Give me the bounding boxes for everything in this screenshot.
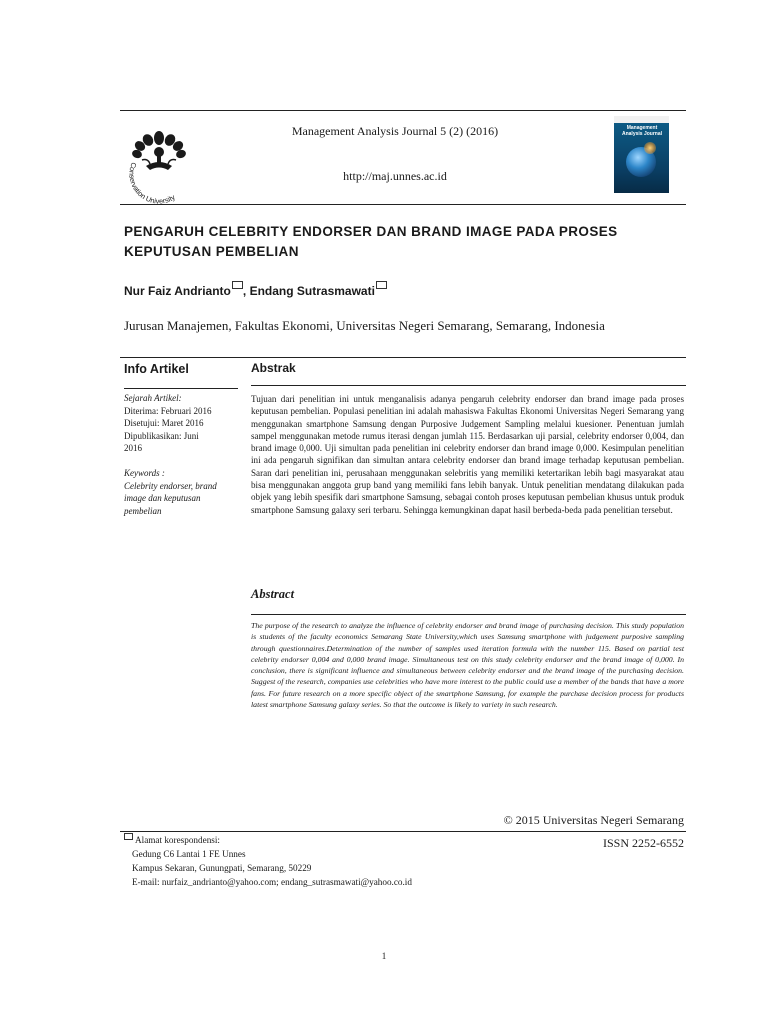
cover-glow-icon	[644, 142, 656, 154]
cover-top-band	[614, 116, 669, 123]
envelope-icon	[124, 833, 133, 840]
cover-title: Management Analysis Journal	[621, 125, 662, 137]
correspondence-label: Alamat korespondensi:	[135, 835, 220, 845]
copyright-notice: © 2015 Universitas Negeri Semarang	[503, 813, 684, 827]
journal-url[interactable]: http://maj.unnes.ac.id	[343, 169, 447, 183]
abstract-heading-rule	[251, 614, 686, 615]
correspondence-email[interactable]: E-mail: nurfaiz_andrianto@yahoo.com; endang_sutrasmawati@yahoo.co.id	[132, 877, 412, 887]
approved-date: Disetujui: Maret 2016	[124, 418, 204, 429]
history-label: Sejarah Artikel:	[124, 393, 182, 403]
author-list	[124, 284, 387, 298]
info-top-rule	[120, 357, 686, 358]
keywords-line: image dan keputusan	[124, 493, 201, 504]
info-heading-rule	[124, 388, 238, 389]
journal-name: Management Analysis Journal 5 (2) (2016)	[291, 124, 499, 138]
keywords-line: pembelian	[124, 505, 162, 516]
journal-cover-image	[614, 116, 669, 193]
keywords-line: Celebrity endorser, brand	[124, 480, 217, 491]
header-bottom-rule	[120, 204, 686, 205]
abstrak-heading: Abstrak	[251, 361, 296, 375]
author-affiliation: Jurusan Manajemen, Fakultas Ekonomi, Universitas Negeri Semarang, Semarang, Indonesia	[124, 318, 605, 333]
abstrak-heading-rule	[251, 385, 686, 386]
article-title: PENGARUH CELEBRITY ENDORSER DAN BRAND IMAGE PADA PROSES KEPUTUSAN PEMBELIAN	[124, 224, 618, 259]
issn: ISSN 2252-6552	[602, 836, 684, 850]
logo-arc-text: Conservation University	[127, 161, 177, 204]
page-number: 1	[381, 951, 387, 961]
keywords-label: Keywords :	[124, 467, 165, 478]
correspondence-line: Gedung C6 Lantai 1 FE Unnes	[132, 849, 246, 859]
author-name: Endang Sutrasmawati	[249, 284, 375, 298]
envelope-icon	[376, 281, 387, 289]
correspondence-line: Kampus Sekaran, Gunungpati, Semarang, 50229	[132, 863, 312, 873]
received-date: Diterima: Februari 2016	[124, 405, 212, 416]
correspondence-address	[124, 833, 412, 889]
abstract-body: The purpose of the research to analyze the influence of celebrity endorser and brand image of purchasing decision. This study population is students of the faculty economics Semarang State University,which uses Samsung smartphone with judgement purposive sampling through questionnaires.Determination of the number of samples used iteration formula with the number 115. Based on partial test celebrity endorser 0,004 and 0,000 brand image. Simultaneous test on this study celebrity endorser and the brand image of 0,000. In conclusion, there is significant influence and simultaneous between celebrity endorser and the brand image of the purchasing decision. Suggest of the research, companies use celebrities who have more interest to the public could use a member of the bands that have a more fans. For future research on a more specific object of the smartphone Samsung, for example the purchase decision process for products latest smartphone Samsung galaxy series. So that the outcome is likely to variety in such research.	[251, 621, 684, 710]
footer-rule	[120, 831, 686, 832]
author-separator: ,	[242, 284, 250, 298]
abstrak-body: Tujuan dari penelitian ini untuk menganalisis adanya pengaruh celebrity endorser dan brand image pada proses keputusan pembelian. Populasi penelitian ini adalah mahasiswa Fakultas Ekonomi Universitas Negeri Semarang yang menggunakan smartphone Samsung dengan Purposive Judgement Sampling melalui kuesioner. Penentuan jumlah sampel menggunakan metode rumus iterasi dengan jumlah 115. Berdasarkan uji parsial, celebrity endorser 0,004, dan brand image 0,000. Uji simultan pada penelitian ini celebrity endorser dan brand image 0,000. Kesimpulan penelitian ini ada pengaruh signifikan dan simultan antara celebrity endorser dan brand image terhadap keputusan pembelian. Saran dari penelitian ini, perusahaan menggunakan selebritis yang memiliki ketertarikan lebih bagi masyarakat atau bisa menggunakan anggota grup band yang memiliki fans lebih banyak. Untuk penelitian mendatang dilakukan pada objek yang lebih spesifik dari smartphone Samsung, sebagai contoh proses keputusan pembelian khusus untuk produk smartphone Samsung galaxy seri terbaru. Sehingga kemungkinan dapat hasil berbeda-beda pada penelitian tersebut.	[251, 394, 684, 515]
envelope-icon	[232, 281, 243, 289]
abstract-heading: Abstract	[251, 587, 295, 601]
article-info	[124, 392, 239, 517]
university-logo-icon	[124, 112, 194, 204]
header-top-rule	[120, 110, 686, 111]
info-artikel-heading: Info Artikel	[124, 362, 189, 376]
university-logo	[124, 112, 194, 204]
published-year: 2016	[124, 443, 142, 454]
published-date: Dipublikasikan: Juni	[124, 430, 199, 441]
author-name: Nur Faiz Andrianto	[124, 284, 231, 298]
